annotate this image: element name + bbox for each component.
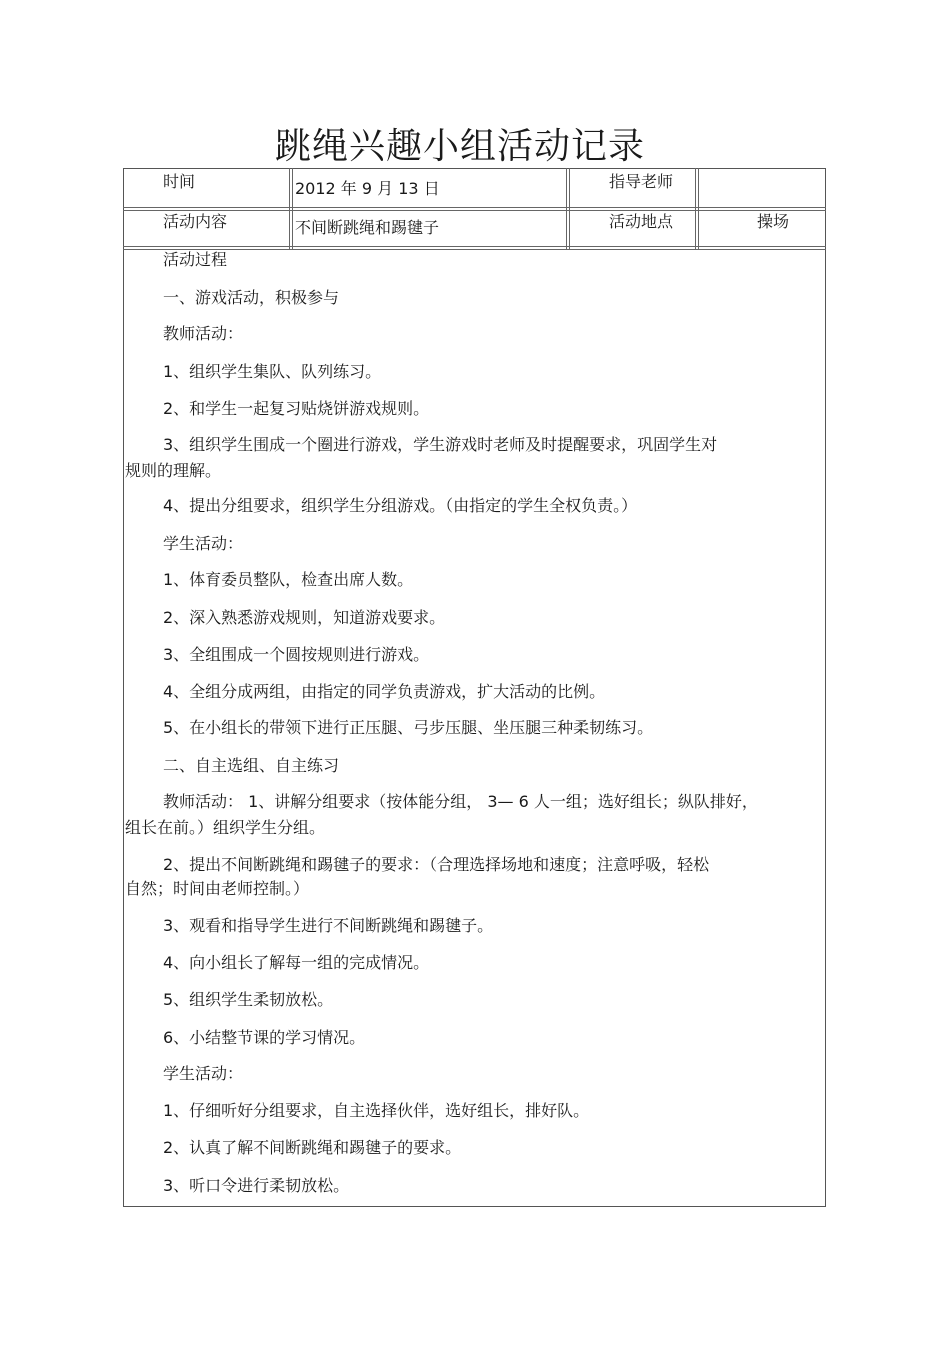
place-value: 操场 (757, 212, 790, 231)
student1-heading: 学生活动： (163, 534, 244, 553)
s2-item-1: 1、仔细听好分组要求，自主选择伙伴，选好组长，排好队。 (163, 1101, 590, 1120)
t2-item-2-line1: 2、提出不间断跳绳和踢毽子的要求：（合理选择场地和速度；注意呼吸，轻松 (163, 855, 710, 874)
teacher1-heading: 教师活动： (163, 324, 244, 343)
row-divider-2b (123, 249, 826, 250)
t2-item-2-line2: 自然；时间由老师控制。） (125, 879, 310, 898)
t1-item-4: 4、提出分组要求，组织学生分组游戏。（由指定的学生全权负责。） (163, 496, 638, 515)
place-label: 活动地点 (609, 212, 674, 231)
t2-item-1-line2: 组长在前。）组织学生分组。 (125, 818, 326, 837)
t2-item-4: 4、向小组长了解每一组的完成情况。 (163, 953, 430, 972)
s1-item-3: 3、全组围成一个圆按规则进行游戏。 (163, 645, 430, 664)
t2-item-3: 3、观看和指导学生进行不间断跳绳和踢毽子。 (163, 916, 494, 935)
t2-item-5: 5、组织学生柔韧放松。 (163, 990, 334, 1009)
s1-item-5: 5、在小组长的带领下进行正压腿、弓步压腿、坐压腿三种柔韧练习。 (163, 718, 654, 737)
col-divider-3 (695, 168, 696, 249)
t1-item-3-line2: 规则的理解。 (125, 461, 222, 480)
col-divider-2b (569, 168, 570, 249)
s2-item-3: 3、听口令进行柔韧放松。 (163, 1176, 350, 1195)
row-divider-1b (123, 210, 826, 211)
teacher-label: 指导老师 (609, 172, 674, 191)
col-divider-1b (292, 168, 293, 249)
s1-item-4: 4、全组分成两组，由指定的同学负责游戏，扩大活动的比例。 (163, 682, 606, 701)
content-label: 活动内容 (163, 212, 228, 231)
col-divider-2 (566, 168, 567, 249)
t2-item-6: 6、小结整节课的学习情况。 (163, 1028, 366, 1047)
student2-heading: 学生活动： (163, 1064, 244, 1083)
s2-item-2: 2、认真了解不间断跳绳和踢毽子的要求。 (163, 1138, 462, 1157)
t1-item-1: 1、组织学生集队、队列练习。 (163, 362, 382, 381)
s1-item-1: 1、体育委员整队，检查出席人数。 (163, 570, 414, 589)
document-title: 跳绳兴趣小组活动记录 (274, 126, 645, 167)
s1-item-2: 2、深入熟悉游戏规则，知道游戏要求。 (163, 608, 446, 627)
content-value: 不间断跳绳和踢毽子 (295, 218, 440, 237)
t2-item-1-line1: 教师活动： 1、讲解分组要求（按体能分组， 3— 6 人一组；选好组长；纵队排好， (163, 792, 758, 811)
time-value: 2012 年 9 月 13 日 (295, 179, 440, 198)
col-divider-3b (698, 168, 699, 249)
time-label: 时间 (163, 172, 196, 191)
t1-item-3-line1: 3、组织学生围成一个圈进行游戏，学生游戏时老师及时提醒要求，巩固学生对 (163, 435, 718, 454)
section1-heading: 一、游戏活动，积极参与 (163, 288, 340, 307)
process-heading: 活动过程 (163, 250, 228, 269)
t1-item-2: 2、和学生一起复习贴烧饼游戏规则。 (163, 399, 430, 418)
row-divider-2 (123, 246, 826, 247)
col-divider-1 (289, 168, 290, 249)
section2-heading: 二、自主选组、自主练习 (163, 756, 340, 775)
row-divider-1 (123, 207, 826, 208)
